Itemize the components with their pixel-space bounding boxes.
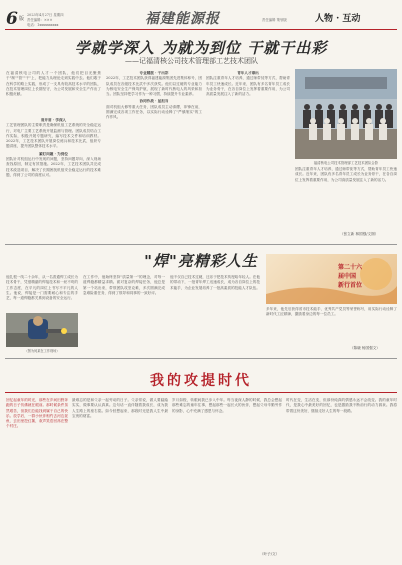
article3-col2: 最难忘的是和父亲一起劳动的日子。父亲常说，做人要踏踏实实，做事要认认真真。这句话一直伴随着我成长，成为我人生路上的座右铭。如今回想起来，那段时光是我人生中最宝贵的财富。	[72, 398, 168, 418]
welder-photo-caption: （图为何某在工作现场）	[24, 349, 60, 353]
article1-col2-t2: 面对机组大修等重大任务，团队成员主动请缨，冲锋在前，圆满完成各项工作任务，以实际行动诠释了"严慎细实"的工作作风。	[106, 104, 202, 120]
article1-col3-h1: 青年人才辈出	[237, 71, 259, 75]
article1-col4: 团队注重青年人才培养，通过师带徒等方式，帮助青年员工快速成长。近年来，团队有多名青年员工成长为业务骨干，在各自岗位上发挥着重要作用，为公司高质量发展注入了新的活力。	[295, 167, 397, 182]
badge-line3: 新行首位	[338, 282, 363, 289]
article2-headline: "焊"亮精彩人生	[144, 252, 258, 270]
header-rule	[5, 29, 397, 30]
team-photo	[295, 69, 397, 159]
article3-col1: 回忆起童年的时光，那些在乡间田野奔跑的日子仿佛就在眼前。那时候条件虽然艰苦，但我们总能找到属于自己的快乐。放学后，一群小伙伴相约去河边捉鱼、去田里挖红薯，欢声笑语回荡在整个村庄。	[6, 398, 68, 429]
page-suffix: 版	[19, 16, 25, 22]
article3-col4: 时代在变，生活在变，但那份纯真的情感永远不会改变。我的童年时代，是我心中最美好的回忆，也是激励我不断前行的动力源泉。我将带着这份美好，继续走好人生的每一段路。	[286, 398, 397, 413]
section-title: 人物 · 互动	[315, 14, 361, 24]
article2-col1: 他扎根一线二十余年，从一名普通焊工成长为技术骨干，凭借精湛的焊接技术和一丝不苟的工作态度，在平凡的岗位上书写不平凡的人生。他说，焊接是一门需要耐心和专注的手艺，每一道焊缝都关系到设备的安全运行。	[6, 275, 78, 301]
page-header	[0, 0, 402, 30]
article1-col2	[106, 71, 202, 239]
welder-photo	[6, 313, 78, 347]
badge-line1: 第二十六	[338, 264, 363, 271]
article1-subhead: ——记福清核公司技术管理部工艺技术团队	[125, 57, 258, 65]
date-line: 2023年4月27日 星期四	[27, 13, 64, 17]
article1-headline: 学就学深入 为就为到位 干就干出彩	[74, 39, 328, 57]
badge-line2: 届中国	[338, 273, 357, 280]
page-number: 6	[6, 9, 18, 29]
article3-col3: 岁月如梭，转眼间我已步入中年。每当夜深人静的时候，我总会想起那些难忘的童年往事，想起那些一起长大的伙伴，想起父母辛勤劳作的身影，心中充满了感恩与怀念。	[172, 398, 282, 413]
article3-byline: （叶子/文）	[260, 552, 280, 556]
article2-byline: （陈晓 杨国强文）	[350, 346, 380, 350]
article1-col2-h1: 专业精湛 · 干出彩	[139, 71, 169, 75]
divider-2	[5, 358, 397, 359]
article3-headline: 我的攻提时代	[150, 373, 252, 389]
article1-col1	[6, 118, 101, 239]
badge-graphic	[266, 254, 397, 304]
masthead: 福建能源报	[145, 11, 220, 27]
article1-byline: （张立新 林国强/文图）	[340, 232, 379, 236]
phone-line: 电话：1xxxxxxxxxx	[27, 23, 59, 27]
article1-col2-h2: 协同作战 · 显担当	[139, 99, 169, 104]
article1-col3-t1: 团队注重青年人才培养，通过师带徒等方式，帮助青年员工快速成长。近年来，团队有多名青年员工成长为业务骨干，在各自岗位上发挥着重要作用，为公司高质量发展注入了新的活力。	[206, 76, 290, 97]
article1-col2-t1: 2022年，工艺技术团队获得福建能源集团先进集体称号，团队成员在各级技术比武中多次获奖。他们以过硬的专业能力为核电安全生产保驾护航，展现了新时代核电人的风采和担当。团队坚持把学习作为一种习惯，持续提升专业素养。	[106, 76, 202, 97]
article3-rule	[5, 392, 397, 393]
article1-col3	[206, 71, 290, 239]
divider-1	[5, 244, 397, 245]
article1-col1-h1: 肩并肩 · 学深入	[40, 118, 67, 122]
article1-col1-t1: 工艺管理团队的主要职责是确保机组工艺系统的安全稳定运行，对电厂主要工艺系统开展监测与管理。团队成员结合工作实际，积极开展专题研究，编写技术文件和培训教材。2022年，工艺技术团队开展岗位练兵和技术比武，组织专题讲座，提升团队整体技术水平。	[6, 123, 101, 149]
article1-intro: 在福清核电公司的人才一个团队，他们把目光聚焦于"制""管""干"上，把能力从理论走到实践中去。他们敢于在科学的路上实践，形成了一支具有较高技术水平的团队，在技术管理岗位上长期坚守，为公司发展和安全生产作出了积极贡献。	[6, 71, 101, 97]
article2-col2: 在工作中，他始终坚持"质量第一"的理念，对每一道焊缝都精益求精。面对复杂的焊接任务，他总是第一个站出来，带领团队攻坚克难，多次圆满完成急难险重任务，得到了领导和同事的一致好评。	[83, 275, 165, 295]
team-photo-caption: 福清核电公司技术管理部工艺技术团队合影	[313, 161, 379, 165]
editor-line: 责任编辑：×××	[27, 18, 53, 22]
article1-col1-t2: 团队针对机组运行中发现的问题，坚持问题导向，深入现场查找原因，制定有效措施。2022年，工艺技术团队共完成技术改造项目，解决了长期困扰机组安全稳定运行的技术难题，得到了公司的高度认可。	[6, 157, 101, 177]
right-info: 责任编辑 策划版	[262, 18, 287, 22]
article2-col3: 他不仅自己技术过硬，还乐于把技术传授给年轻人。在他的带动下，一批青年焊工迅速成长，成为各自岗位上的技术能手，为企业发展培养了一批高素质的技能人才队伍。	[170, 275, 260, 290]
article1-col1-h2: 紧盯问题 · 为到位	[39, 151, 68, 156]
article2-col4: 多年来，他先后获得省市技术能手、优秀共产党员等荣誉称号，用实际行动诠释了新时代工匠精神，激励着身边的每一位员工。	[266, 307, 397, 317]
